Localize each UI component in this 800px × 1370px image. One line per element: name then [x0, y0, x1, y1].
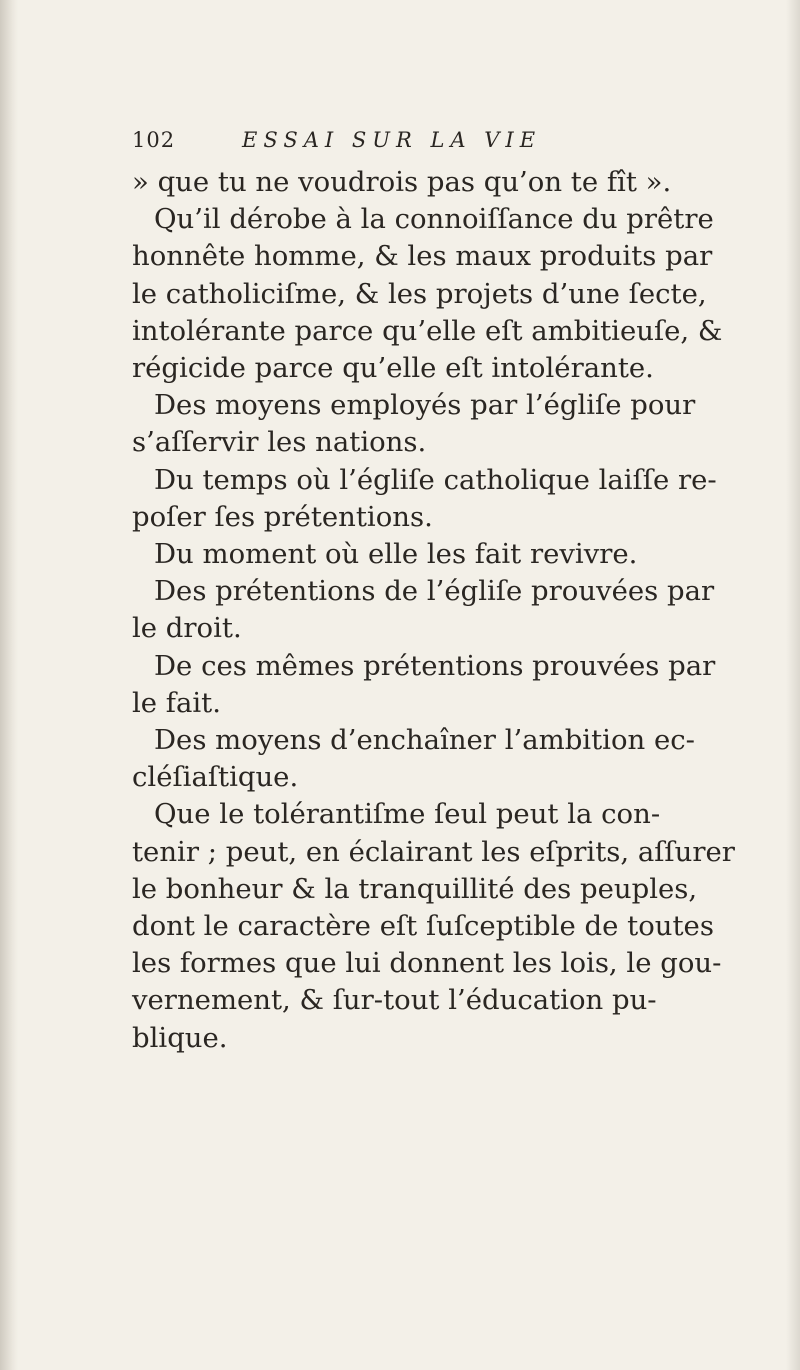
text-line: Du temps où l’égliſe catholique laiſſe re- [154, 463, 717, 496]
book-page [132, 128, 735, 1057]
text-line: les formes que lui donnent les lois, le gou- [132, 947, 722, 980]
text-line: le droit. [132, 612, 242, 645]
text-line: le catholiciſme, & les projets d’une ſecte, [132, 277, 707, 310]
text-line: blique. [132, 1021, 228, 1054]
text-line: tenir ; peut, en éclairant les eſprits, aſſurer [132, 835, 735, 868]
text-line: dont le caractère eſt ſuſceptible de toutes [132, 910, 714, 943]
text-line: honnête homme, & les maux produits par [132, 240, 713, 273]
page-binding-edge [0, 0, 18, 1370]
text-line: intolérante parce qu’elle eſt ambitieuſe, & [132, 314, 723, 347]
running-title: ESSAI SUR LA VIE [242, 128, 542, 152]
body-text [132, 164, 735, 1057]
text-line: Des moyens employés par l’égliſe pour [154, 389, 696, 422]
text-line: Qu’il dérobe à la connoiſſance du prêtre [154, 203, 714, 236]
text-line: poſer ſes prétentions. [132, 500, 433, 533]
text-line: le bonheur & la tranquillité des peuples, [132, 872, 698, 905]
text-line: » que tu ne voudrois pas qu’on te fît ». [132, 166, 672, 198]
text-line: régicide parce qu’elle eſt intolérante. [132, 352, 654, 385]
text-line: s’aſſervir les nations. [132, 426, 427, 459]
text-line: Du moment où elle les fait revivre. [154, 538, 638, 571]
text-line: le fait. [132, 686, 221, 719]
text-line: Des moyens d’enchaîner l’ambition ec- [154, 724, 695, 757]
page-right-edge [786, 0, 800, 1370]
text-line: De ces mêmes prétentions prouvées par [154, 649, 716, 682]
page-header [132, 128, 732, 162]
text-line: vernement, & ſur-tout l’éducation pu- [132, 984, 657, 1017]
text-line: Que le tolérantiſme ſeul peut la con- [154, 798, 661, 831]
text-line: cléſiaſtique. [132, 761, 299, 794]
text-line: Des prétentions de l’égliſe prouvées par [154, 575, 715, 608]
page-number: 102 [132, 128, 176, 152]
